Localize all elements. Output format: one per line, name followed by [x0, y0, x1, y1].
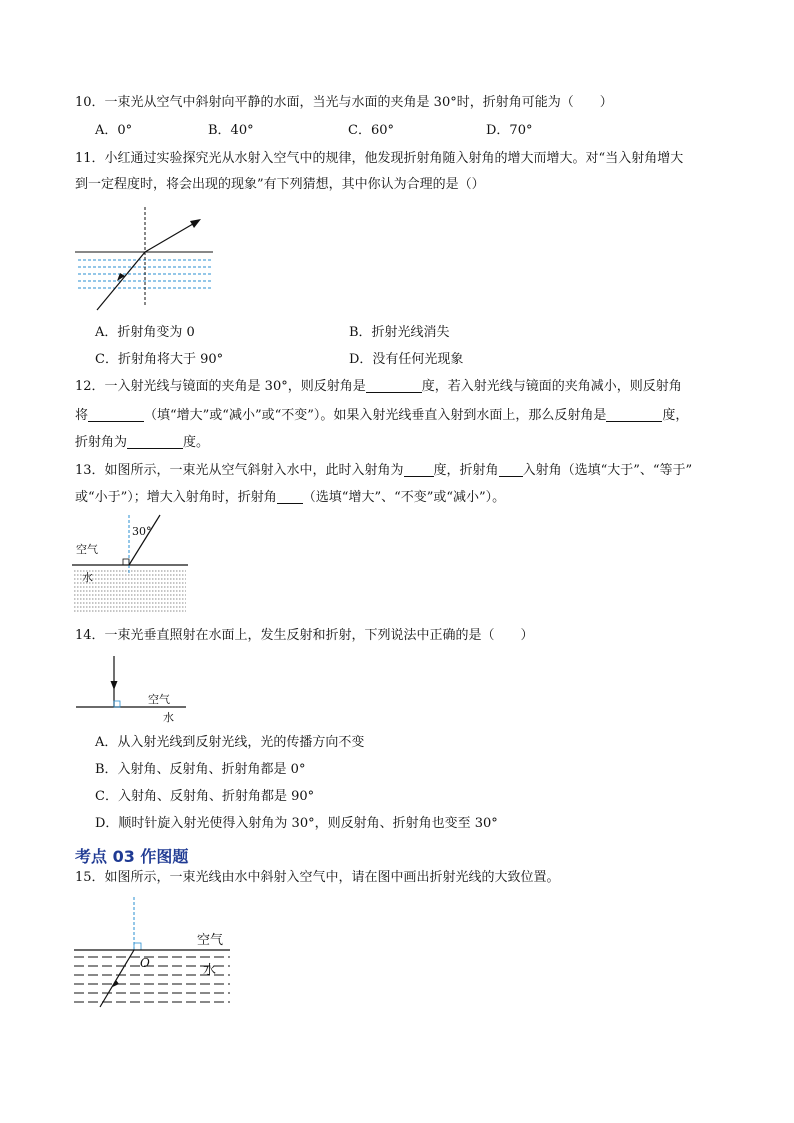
- q15-figure: [72, 895, 237, 1013]
- q14-air-label: 空气: [148, 693, 170, 706]
- q10-stem: 10．一束光从空气中斜射向平静的水面，当光与水面的夹角是 30°时，折射角可能为（ ）: [75, 95, 613, 110]
- q11-stem-line1: 11．小红通过实验探究光从水射入空气中的规律，他发现折射角随入射角的增大而增大。对“当入射角增大: [75, 151, 684, 166]
- q12-text-3b: 度。: [183, 435, 210, 450]
- q15-water-label: 水: [203, 963, 217, 978]
- q12-blank-reflection-angle[interactable]: [366, 378, 422, 393]
- q12-text-1a: 12．一入射光线与镜面的夹角是 30°，则反射角是: [75, 379, 366, 394]
- q14-option-b[interactable]: B．入射角、反射角、折射角都是 0°: [95, 762, 306, 777]
- q11-option-d[interactable]: D．没有任何光现象: [349, 352, 464, 367]
- q13-blank-incidence[interactable]: [404, 462, 434, 477]
- q14-water-label: 水: [163, 711, 174, 724]
- q12-text-2c: 度，: [662, 408, 689, 423]
- q10-option-b[interactable]: B．40°: [208, 123, 254, 138]
- q11-option-c[interactable]: C．折射角将大于 90°: [95, 352, 224, 367]
- q15-air-label: 空气: [197, 933, 224, 948]
- q12-text-2a: 将: [75, 408, 89, 423]
- q12-blank-refraction-angle[interactable]: [127, 434, 183, 449]
- section-heading-03: 考点 03 作图题: [75, 847, 189, 866]
- q11-option-a[interactable]: A．折射角变为 0: [95, 325, 195, 340]
- q11-figure: [70, 205, 220, 315]
- q12-text-2b: （填“增大”或“减小”或“不变”）。如果入射光线垂直入射到水面上，那么反射角是: [144, 408, 607, 423]
- q13-figure: [72, 515, 192, 620]
- q13-air-label: 空气: [76, 543, 98, 556]
- q12-line1: [75, 378, 682, 396]
- q14-option-c[interactable]: C．入射角、反射角、折射角都是 90°: [95, 789, 315, 804]
- q13-water-label: 水: [82, 571, 93, 584]
- q12-line3: [75, 434, 209, 452]
- q14-figure: [72, 650, 192, 730]
- q13-blank-trend[interactable]: [277, 489, 303, 504]
- q13-text-1b: 度，折射角: [433, 463, 499, 478]
- q11-stem-line2: 到一定程度时，将会出现的现象”有下列猜想，其中你认为合理的是（）: [75, 177, 485, 192]
- q13-line1: [75, 462, 692, 480]
- q10-option-c[interactable]: C．60°: [348, 123, 394, 138]
- q14-option-a[interactable]: A．从入射光线到反射光线，光的传播方向不变: [95, 735, 365, 750]
- q10-option-d[interactable]: D．70°: [486, 123, 533, 138]
- q12-blank-perpendicular-reflection[interactable]: [606, 407, 662, 422]
- q13-blank-compare[interactable]: [499, 462, 523, 477]
- q12-blank-change[interactable]: [88, 407, 144, 422]
- q13-line2: [75, 489, 505, 507]
- q12-line2: [75, 407, 688, 425]
- q11-option-b[interactable]: B．折射光线消失: [349, 325, 450, 340]
- q13-text-1c: 入射角（选填“大于”、“等于”: [522, 463, 693, 478]
- q14-stem: 14．一束光垂直照射在水面上，发生反射和折射，下列说法中正确的是（ ）: [75, 628, 534, 643]
- q13-text-2b: （选填“增大”、“不变”或“减小”）。: [302, 490, 506, 505]
- q13-text-2a: 或“小于”）；增大入射角时，折射角: [75, 490, 277, 505]
- q13-text-1a: 13．如图所示，一束光从空气斜射入水中，此时入射角为: [75, 463, 404, 478]
- q13-angle-label: 30°: [132, 525, 152, 538]
- q12-text-1b: 度，若入射光线与镜面的夹角减小，则反射角: [421, 379, 682, 394]
- q12-text-3a: 折射角为: [75, 435, 128, 450]
- q15-point-label: O: [140, 956, 150, 970]
- q10-option-a[interactable]: A．0°: [95, 123, 133, 138]
- q14-option-d[interactable]: D．顺时针旋入射光使得入射角为 30°，则反射角、折射角也变至 30°: [95, 816, 498, 831]
- q15-stem: 15．如图所示，一束光线由水中斜射入空气中，请在图中画出折射光线的大致位置。: [75, 870, 560, 885]
